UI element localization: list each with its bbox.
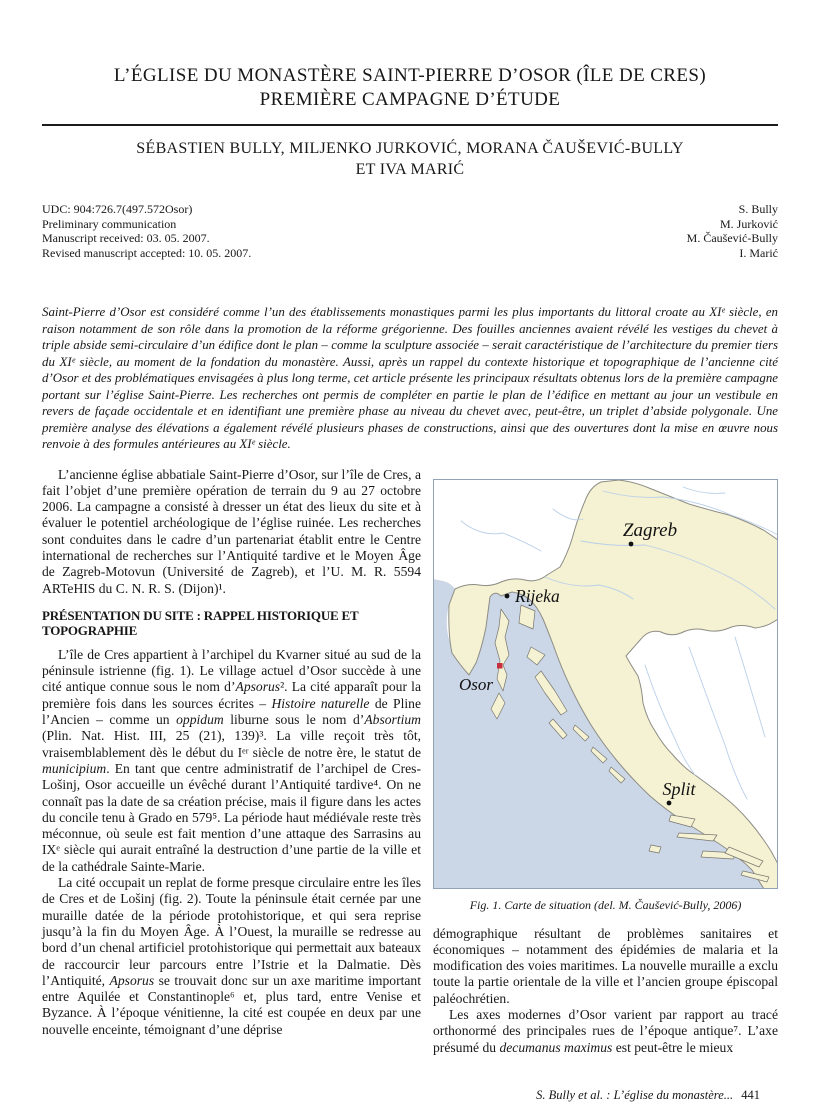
article-title-line2: PREMIÈRE CAMPAGNE D’ÉTUDE (259, 89, 561, 110)
author-short: S. Bully (738, 202, 778, 216)
authors-line (42, 138, 778, 180)
article-title-line1: L’ÉGLISE DU MONASTÈRE SAINT-PIERRE D’OSOR (ÎLE DE CRES) (113, 65, 707, 86)
zagreb-label: Zagreb (622, 519, 678, 541)
udc-code: UDC: 904:726.7(497.572Osor) (42, 202, 193, 216)
right-column (433, 467, 778, 1056)
author-short: M. Čaušević-Bully (686, 231, 778, 245)
author-short: I. Marić (739, 245, 778, 260)
osor-marker (497, 663, 503, 669)
article-title (42, 64, 778, 112)
footer-running-title: S. Bully et al. : L’église du monastère... (536, 1088, 734, 1102)
rijeka-dot (505, 593, 510, 598)
split-dot (667, 800, 672, 805)
title-rule (42, 124, 778, 126)
author-short: M. Jurković (720, 216, 778, 231)
footer-page-number: 441 (741, 1088, 760, 1102)
right-column-text (433, 926, 778, 1056)
split-label: Split (662, 778, 696, 799)
authors-names: SÉBASTIEN BULLY, MILJENKO JURKOVIĆ, MORANA ČAUŠEVIĆ-BULLY (136, 140, 684, 157)
body-paragraph: L’ancienne église abbatiale Saint-Pierre d’Osor, sur l’île de Cres, a fait l’objet d’une première opération de terrain du 9 au 27 octobre 2006. La campagne a consisté à dresser un état des lieux du site et à évaluer le potentiel archéologique de l’église ruinée. Les recherches sont conduites dans le cadre d’un partenariat établit entre le Centre international de recherches sur l’Antiquité tardive et le Moyen Âge de Zagreb-Motovun (Université de Zagreb), et l’U. M. R. 5594 ARTeHIS du C. N. R. S. (Dijon)¹. (42, 466, 421, 596)
rijeka-label: Rijeka (515, 585, 560, 606)
body-paragraph: Les axes modernes d’Osor varient par rapport au tracé orthonormé des principales rues de l’époque antique⁷. L’axe présumé du decumanus maximus est peut-être le mieux (433, 1006, 778, 1055)
section-heading: PRÉSENTATION DU SITE : RAPPEL HISTORIQUE ET TOPOGRAPHIE (42, 607, 359, 638)
manuscript-accepted: Revised manuscript accepted: 10. 05. 2007. (42, 245, 252, 260)
metadata-authors (687, 202, 778, 260)
manuscript-received: Manuscript received: 03. 05. 2007. (42, 231, 210, 245)
situation-map (433, 479, 778, 889)
communication-type: Preliminary communication (42, 216, 177, 231)
metadata-block (42, 202, 778, 260)
body-paragraph: démographique résultant de problèmes sanitaires et économiques – notamment des épidémies de malaria et la modification des voies maritimes. La nouvelle muraille a exclu toute la partie orientale de la ville et l’ancien groupe épiscopal paléochrétien. (433, 925, 778, 1006)
body-columns (42, 467, 778, 1056)
page-footer (536, 1088, 760, 1103)
abstract-paragraph: Saint-Pierre d’Osor est considéré comme l’un des établissements monastiques parmi les plus importants du littoral croate au XIᵉ siècle, en raison notamment de son rôle dans la promotion de la réforme grégorienne. Des fouilles anciennes avaient révélé les vestiges du chevet à triple abside semi-circulaire d’un édifice dont le plan – comme la sculpture associée – serait caractéristique de l’architecture du premier tiers du XIᵉ siècle, au moment de la fondation du monastère. Aussi, après un rappel du contexte historique et topographique de l’ancienne cité d’Osor et des problématiques envisagées à plus long terme, cet article présente les principaux résultats obtenus lors de la première campagne portant sur l’église Saint-Pierre. Les recherches ont permis de compléter en partie le plan de l’édifice en mettant au jour un vestibule en revers de façade occidentale et en identifiant une première phase au niveau du chevet avec, peut-être, un triplet d’abside polygonale. Une première analyse des élévations a également révélé plusieurs phases de constructions, ainsi que des ouvertures dont la mise en œuvre nous renvoie à des formules antérieures au XIᵉ siècle. (42, 305, 778, 451)
figure-caption: Fig. 1. Carte de situation (del. M. Čaušević-Bully, 2006) (469, 897, 742, 912)
left-column (42, 467, 421, 1056)
body-paragraph: L’île de Cres appartient à l’archipel du Kvarner situé au sud de la péninsule istrienne (fig. 1). Le village actuel d’Osor succède à une cité antique connue sous le nom d’Apsorus². La cité apparaît pour la première fois dans les sources écrites – Histoire naturelle de Pline l’Ancien – comme un oppidum liburne sous le nom d’Absortium (Plin. Nat. Hist. III, 25 (21), 139)³. La ville reçoit très tôt, vraisemblablement dès le début du Iᵉʳ siècle de notre ère, le statut de municipium. En tant que centre administratif de l’archipel de Cres-Lošinj, Osor accueille un évêché durant l’Antiquité tardive⁴. On ne connaît pas la date de sa création précise, mais il figure dans les actes du concile tenu à Grado en 579⁵. La période haut médiévale reste très méconnue, où seule est fait mention d’une attaque des Sarrasins au IXᵉ siècle qui aurait entraîné la destruction d’une partie de la ville et de la cathédrale Sainte-Marie. (42, 646, 421, 874)
body-paragraph: La cité occupait un replat de forme presque circulaire entre les îles de Cres et de Lošinj (fig. 2). Toute la péninsule était cernée par une muraille datée de la période protohistorique, et qui sera reprise jusqu’à la fin du Moyen Âge. À l’Ouest, la muraille se redresse au bord d’un chenal artificiel protohistorique qui permettait aux bateaux de raccourcir leur parcours entre l’Istrie et la Dalmatie. Dès l’Antiquité, Apsorus se trouvait donc sur un axe maritime important entre Aquilée et Constantinople⁶ et, plus tard, entre Venise et Byzance. À l’époque vénitienne, la cité est coupée en deux par une nouvelle enceinte, témoignant d’une déprise (42, 875, 422, 1037)
osor-label: Osor (458, 674, 493, 694)
metadata-left (42, 202, 251, 260)
zagreb-dot (629, 541, 634, 546)
authors-names-2: ET IVA MARIĆ (355, 161, 465, 178)
